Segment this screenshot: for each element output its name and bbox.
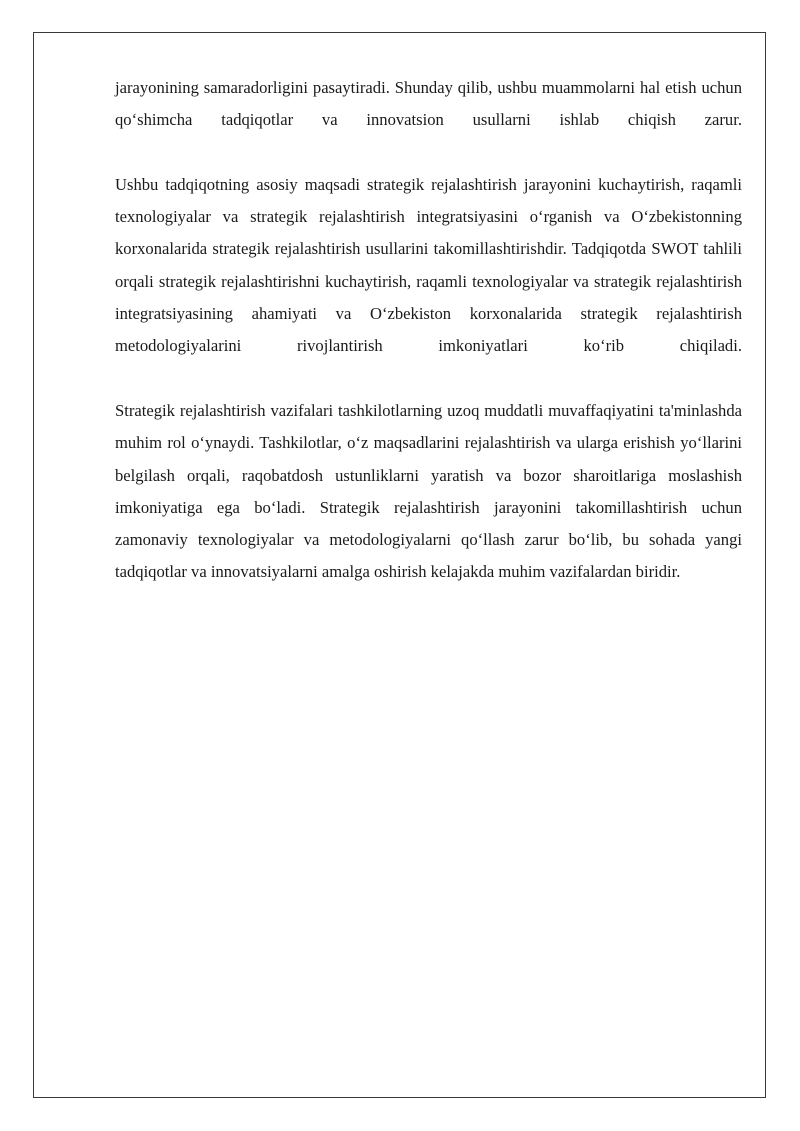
- paragraph-spacer: [115, 137, 742, 169]
- paragraph-1: jarayonining samaradorligini pasaytiradi. Shunday qilib, ushbu muammolarni hal etish uchun qo‘shimcha tadqiqotlar va innovatsion usullarni ishlab chiqish zarur.: [115, 78, 742, 130]
- paragraph-spacer: [115, 363, 742, 395]
- paragraph-2: Ushbu tadqiqotning asosiy maqsadi strategik rejalashtirish jarayonini kuchaytirish, raqamli texnologiyalar va strategik rejalashtirish integratsiyasini o‘rganish va O‘zbekistonning korxonalarida strategik rejalashtirish usullarini takomillashtirishdir. Tadqiqotda SWOT tahlili orqali strategik rejalashtirishni kuchaytirish, raqamli texnologiyalar va strategik rejalashtirish integratsiyasining ahamiyati va O‘zbekiston korxonalarida strategik rejalashtirish metodologiyalarini rivojlantirish imkoniyatlari ko‘rib chiqiladi.: [115, 174, 742, 356]
- document-body: [115, 72, 742, 589]
- paragraph-3: Strategik rejalashtirish vazifalari tashkilotlarning uzoq muddatli muvaffaqiyatini ta'minlashda muhim rol o‘ynaydi. Tashkilotlar, o‘z maqsadlarini rejalashtirish va ularga erishish yo‘llarini belgilash orqali, raqobatdosh ustunliklarni yaratish va bozor sharoitlariga moslashish imkoniyatiga ega bo‘ladi. Strategik rejalashtirish jarayonini takomillashtirish uchun zamonaviy texnologiyalar va metodologiyalarni qo‘llash zarur bo‘lib, bu sohada yangi tadqiqotlar va innovatsiyalarni amalga oshirish kelajakda muhim vazifalardan biridir.: [115, 400, 742, 582]
